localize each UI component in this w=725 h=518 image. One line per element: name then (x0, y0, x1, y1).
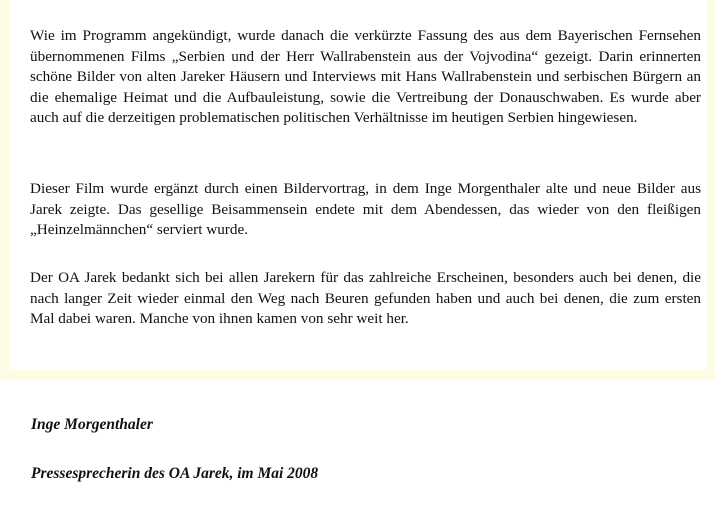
paragraph-film-screening: Wie im Programm angekündigt, wurde danach die verkürzte Fassung des aus dem Bayerischen Fernsehen übernommenen Films „Serbien und der Herr Wallrabenstein aus der Vojvodina“ gezeigt. Darin erinnerten schöne Bilder von alten Jareker Häusern und Interviews mit Hans Wallrabenstein und serbischen Bürgern an die ehemalige Heimat und die Aufbauleistung, sowie die Vertreibung der Donauschwaben. Es wurde aber auch auf die derzeitigen problematischen politischen Verhältnisse im heutigen Serbien hingewiesen. (30, 27, 701, 126)
paragraph-slide-show: Dieser Film wurde ergänzt durch einen Bildervortrag, in dem Inge Morgenthaler alte und neue Bilder aus Jarek zeigte. Das gesellige Beisammensein endete mit dem Abendessen, das wieder von den fleißigen „Heinzelmännchen“ serviert wurde. (30, 180, 701, 238)
paragraph-thanks: Der OA Jarek bedankt sich bei allen Jarekern für das zahlreiche Erscheinen, besonders auch bei denen, die nach langer Zeit wieder einmal den Weg nach Beuren gefunden haben und auch bei denen, die zum ersten Mal dabei waren. Manche von ihnen kamen von sehr weit her. (30, 269, 701, 327)
signature-role: Pressesprecherin des OA Jarek, im Mai 2008 (31, 465, 319, 482)
text-box (10, 0, 707, 370)
signature-name: Inge Morgenthaler (31, 416, 153, 433)
